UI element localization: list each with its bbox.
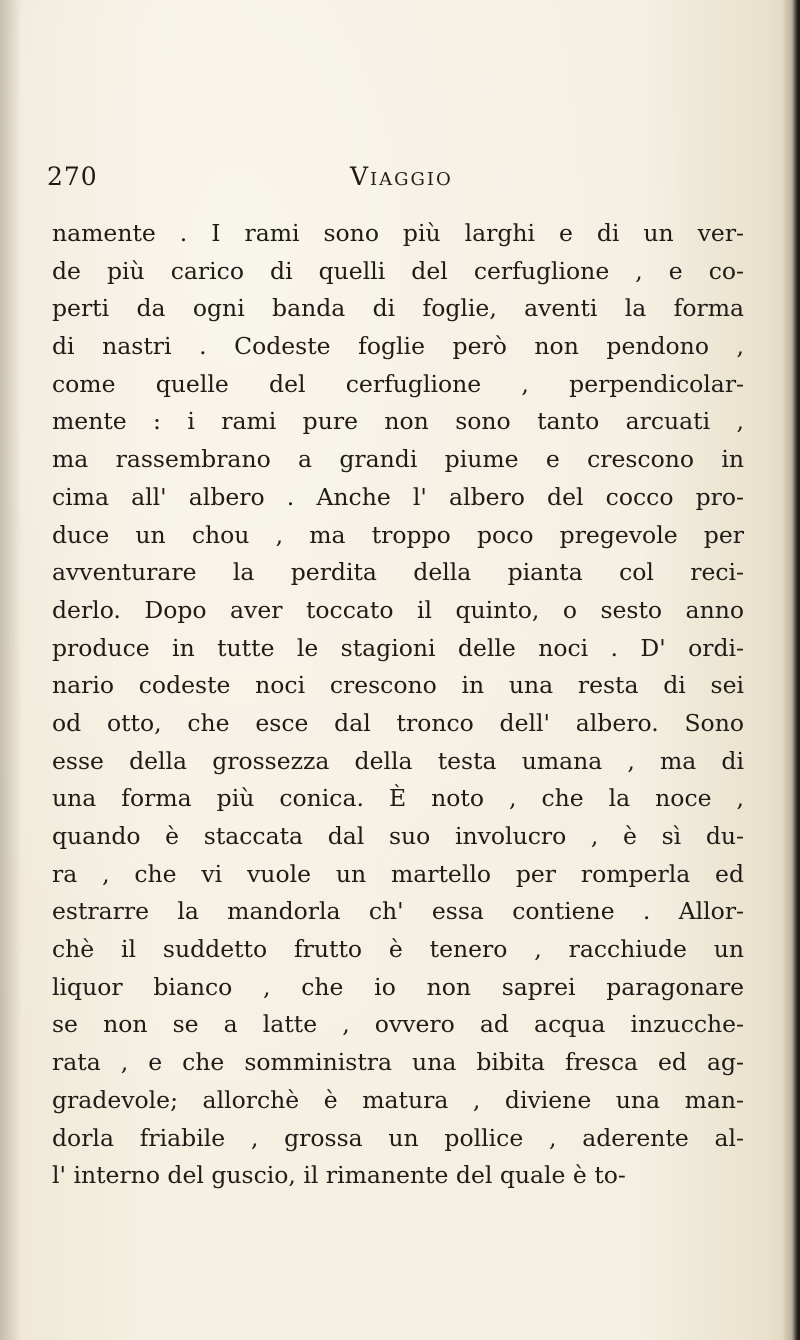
- text-line: estrarre la mandorla ch' essa contiene . Allor-: [52, 897, 744, 926]
- text-line: nario codeste noci crescono in una resta di sei: [52, 671, 744, 700]
- text-line: cima all' albero . Anche l' albero del cocco pro-: [52, 482, 744, 511]
- text-line: namente . I rami sono più larghi e di un ver-: [52, 219, 744, 247]
- body-text: [52, 215, 744, 1195]
- text-line: chè il suddetto frutto è tenero , racchiude un: [52, 935, 744, 964]
- text-line: come quelle del cerfuglione , perpendicolar-: [52, 369, 744, 398]
- text-line: ma rassembrano a grandi piume e crescono in: [52, 445, 744, 474]
- text-line: produce in tutte le stagioni delle noci . D' ordi-: [52, 633, 744, 662]
- text-line: de più carico di quelli del cerfuglione , e co-: [52, 256, 744, 285]
- page-number: 270: [47, 162, 98, 191]
- text-line: mente : i rami pure non sono tanto arcuati ,: [52, 407, 744, 436]
- text-line: ra , che vi vuole un martello per romperla ed: [52, 859, 744, 888]
- text-line: perti da ogni banda di foglie, aventi la forma: [52, 294, 744, 323]
- text-line: liquor bianco , che io non saprei paragonare: [52, 972, 744, 1001]
- text-line: avventurare la perdita della pianta col reci-: [52, 558, 744, 587]
- text-line: l' interno del guscio, il rimanente del quale è to-: [52, 1161, 626, 1190]
- text-line: dorla friabile , grossa un pollice , aderente al-: [52, 1123, 744, 1152]
- text-line: una forma più conica. È noto , che la noce ,: [52, 784, 744, 813]
- text-line: rata , e che somministra una bibita fresca ed ag-: [52, 1048, 744, 1077]
- text-line: gradevole; allorchè è matura , diviene una man-: [52, 1085, 744, 1114]
- text-line: quando è staccata dal suo involucro , è sì du-: [52, 822, 744, 850]
- running-title: Viaggio: [350, 162, 453, 191]
- text-line: se non se a latte , ovvero ad acqua inzucche-: [52, 1010, 744, 1039]
- text-line: derlo. Dopo aver toccato il quinto, o sesto anno: [52, 595, 744, 624]
- text-line: duce un chou , ma troppo poco pregevole per: [52, 520, 744, 549]
- text-line: esse della grossezza della testa umana , ma di: [52, 746, 744, 775]
- text-line: di nastri . Codeste foglie però non pendono ,: [52, 332, 744, 361]
- text-line: od otto, che esce dal tronco dell' albero. Sono: [52, 708, 744, 737]
- page-header: [0, 162, 800, 202]
